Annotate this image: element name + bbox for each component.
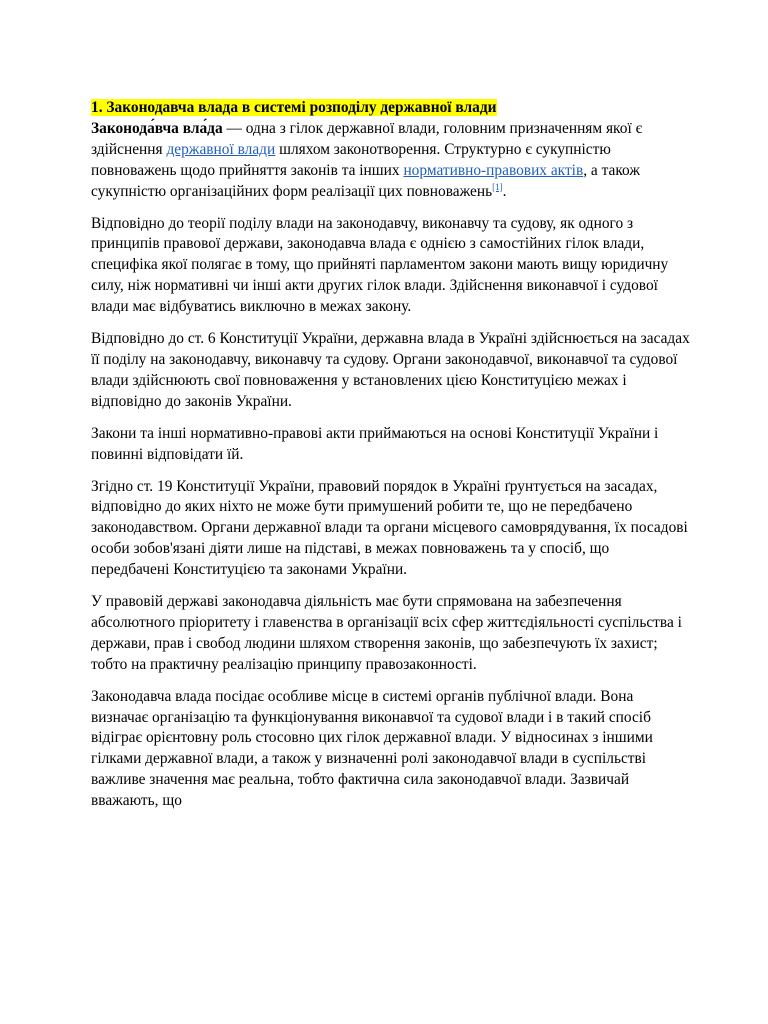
paragraph-laws-basis: Закони та інші нормативно-правові акти приймаються на основі Конституції України і повинні відповідати їй.: [91, 424, 659, 463]
document-page: [91, 98, 691, 823]
footnote-ref: [492, 182, 503, 192]
intro-text-1: — одна з гілок державної влади, головним призначенням якої є здійснення: [91, 119, 643, 158]
paragraph-article-6: Відповідно до ст. 6 Конституції України, державна влада в Україні здійснюється на засадах її поділу на законодавчу, виконавчу та судову. Органи законодавчої, виконавчої та судової влади здійснюють свої повноваження у встановлених цією Конституцією межах і відповідно до законів України.: [91, 330, 690, 410]
paragraph-rule-of-law: У правовій державі законодавча діяльність має бути спрямована на забезпечення абсолютного пріоритету і главенства в організації всіх сфер життєдіяльності суспільства і держави, прав і свобод людини шляхом створення законів, що забезпечують їх захист; тобто на практичну реалізацію принципу правозаконності.: [91, 593, 682, 673]
intro-paragraph: [91, 119, 691, 203]
section-heading-text: 1. Законодавча влада в системі розподілу державної влади: [91, 99, 497, 116]
intro-text-3: , а також сукупністю організаційних форм реалізації цих повноважень: [91, 161, 640, 200]
footnote-link[interactable]: [1]: [492, 181, 503, 192]
intro-text-4: .: [502, 182, 507, 200]
intro-term: Законода́вча вла́да: [91, 119, 223, 137]
link-state-power[interactable]: державної влади: [166, 140, 276, 158]
link-normative-acts[interactable]: нормативно-правових актів: [403, 161, 584, 179]
section-heading: [91, 98, 691, 119]
paragraph-separation-of-powers: Відповідно до теорії поділу влади на законодавчу, виконавчу та судову, як одного з принципів правової держави, законодавча влада є однією з самостійних гілок влади, специфіка якої полягає в тому, що прийняті парламентом закони мають вищу юридичну силу, ніж нормативні чи інші акти других гілок влади. Здійснення виконавчої і судової влади має відбуватись виключно в межах закону.: [91, 214, 669, 316]
paragraph-special-place: Законодавча влада посідає особливе місце в системі органів публічної влади. Вона визначає організацію та функціонування виконавчої та судової влади і в такий спосіб відіграє орієнтовну роль стосовно цих гілок державної влади. У відносинах з іншими гілками державної влади, а також у визначенні ролі законодавчої влади в суспільстві важливе значення має реальна, тобто фактична сила законодавчої влади. Зазвичай вважають, що: [91, 687, 653, 810]
intro-text-2: шляхом законотворення. Структурно є сукупністю повноважень щодо прийняття законів та інших: [91, 140, 611, 179]
paragraph-article-19: Згідно ст. 19 Конституції України, правовий порядок в Україні ґрунтується на засадах, відповідно до яких ніхто не може бути примушений робити те, що не передбачено законодавством. Органи державної влади та органи місцевого самоврядування, їх посадові особи зобов'язані діяти лише на підставі, в межах повноважень та у спосіб, що передбачені Конституцією та законами України.: [91, 477, 688, 579]
